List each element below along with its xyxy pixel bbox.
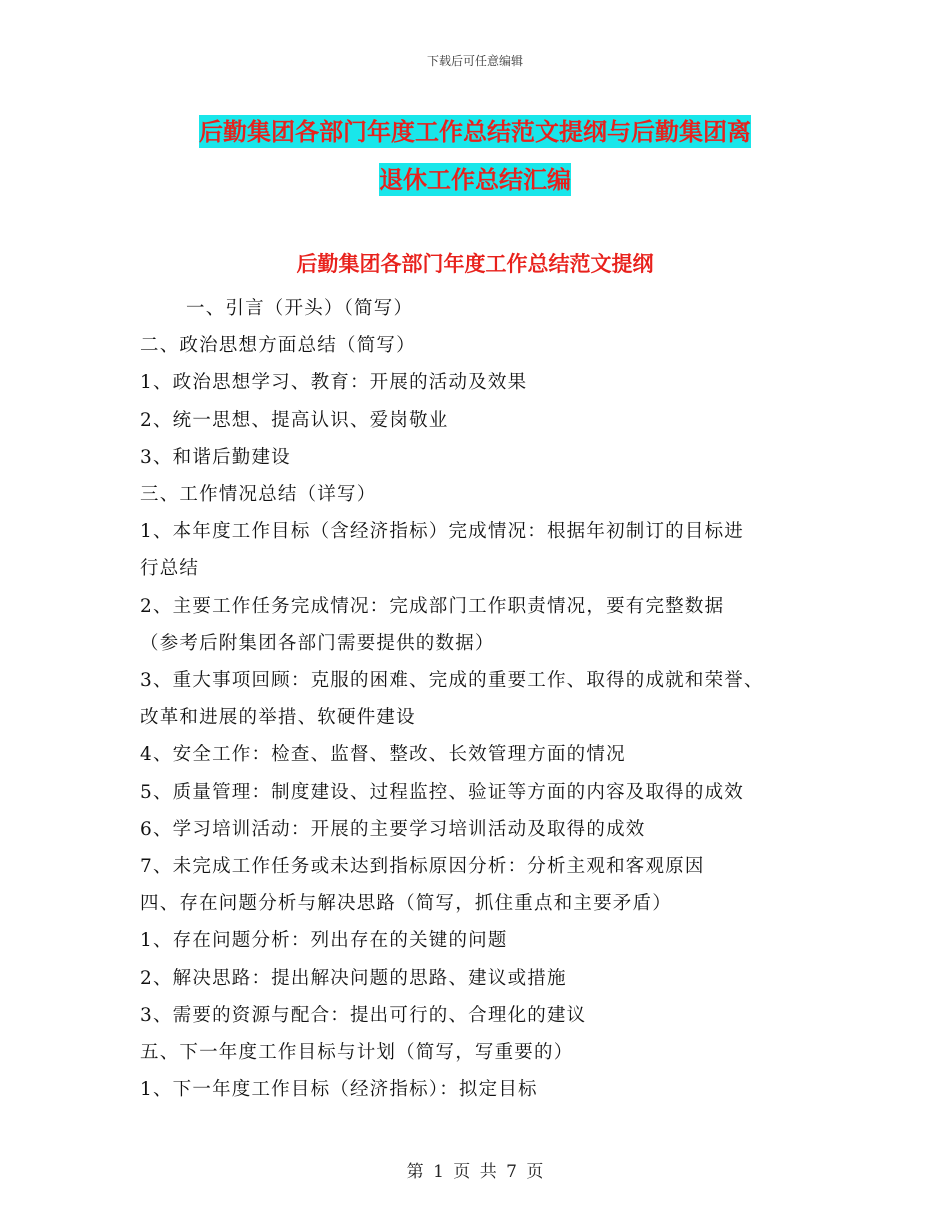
body-line: 3、和谐后勤建设 (140, 446, 291, 468)
body-line: 5、质量管理：制度建设、过程监控、验证等方面的内容及取得的成效 (140, 781, 744, 803)
body-line: 行总结 (140, 558, 200, 580)
body-line: 1、本年度工作目标（含经济指标）完成情况：根据年初制订的目标进 (140, 521, 744, 543)
body-line: 四、存在问题分析与解决思路（简写，抓住重点和主要矛盾） (140, 893, 672, 915)
body-line: 2、解决思路：提出解决问题的思路、建议或措施 (140, 967, 567, 989)
body-line: 3、重大事项回顾：克服的困难、完成的重要工作、取得的成就和荣誉、 (140, 670, 764, 692)
body-line: 1、存在问题分析：列出存在的关键的问题 (140, 930, 508, 952)
body-line: 2、主要工作任务完成情况：完成部门工作职责情况，要有完整数据 (140, 595, 725, 617)
body-line: 3、需要的资源与配合：提出可行的、合理化的建议 (140, 1004, 587, 1026)
body-line: 1、下一年度工作目标（经济指标）：拟定目标 (140, 1079, 538, 1101)
body-line: （参考后附集团各部门需要提供的数据） (140, 632, 495, 654)
body-line: 三、工作情况总结（详写） (140, 484, 377, 506)
body-line: 7、未完成工作任务或未达到指标原因分析：分析主观和客观原因 (140, 856, 705, 878)
document-title-line-1: 后勤集团各部门年度工作总结范文提纲与后勤集团离 (199, 117, 751, 146)
body-line: 五、下一年度工作目标与计划（简写，写重要的） (140, 1042, 574, 1064)
body-line: 4、安全工作：检查、监督、整改、长效管理方面的情况 (140, 744, 626, 766)
body-line: 改革和进展的举措、软硬件建设 (140, 707, 416, 729)
page-footer: 第 1 页 共 7 页 (406, 1162, 544, 1182)
header-note: 下载后可任意编辑 (426, 54, 523, 68)
section-title: 后勤集团各部门年度工作总结范文提纲 (296, 251, 654, 276)
body-line: 1、政治思想学习、教育：开展的活动及效果 (140, 372, 528, 394)
document-body (140, 290, 820, 1108)
body-line: 一、引言（开头）（简写） (186, 298, 414, 319)
document-title-line-2: 退休工作总结汇编 (379, 165, 571, 194)
body-line: 二、政治思想方面总结（简写） (140, 335, 416, 357)
body-line: 6、学习培训活动：开展的主要学习培训活动及取得的成效 (140, 818, 646, 840)
body-line: 2、统一思想、提高认识、爱岗敬业 (140, 409, 449, 431)
document-title (130, 108, 820, 204)
